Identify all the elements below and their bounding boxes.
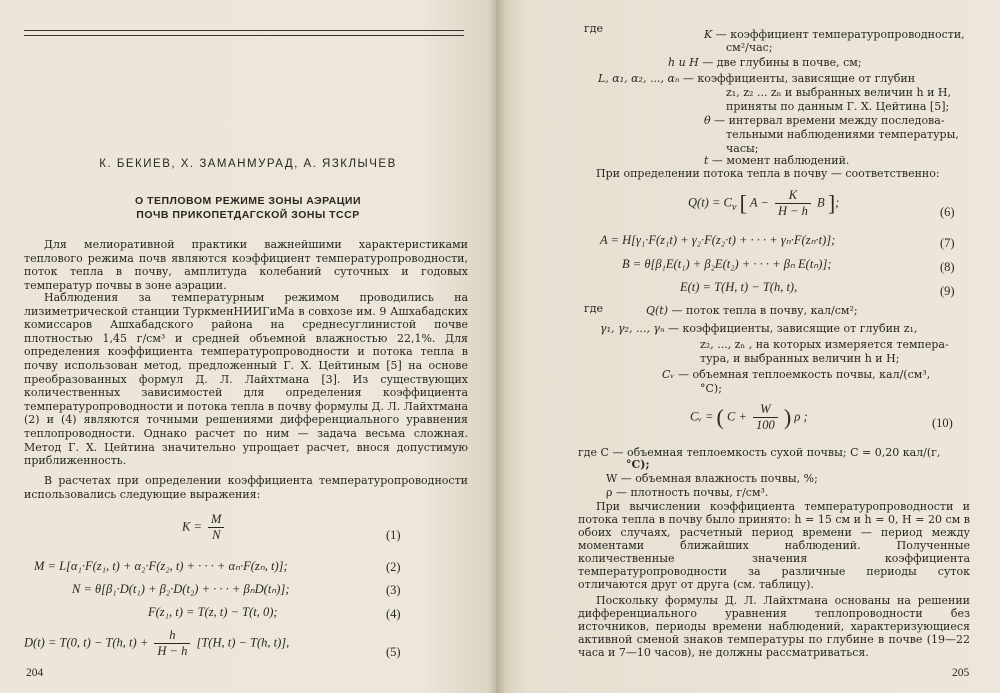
definition-hH-symbol: h и H xyxy=(668,56,699,69)
equation-6-number: (6) xyxy=(940,205,955,219)
definition-gamma xyxy=(600,322,917,335)
equation-5-denominator: H − h xyxy=(157,644,188,658)
definition-K xyxy=(704,28,965,41)
definition-theta-line3: часы; xyxy=(726,142,759,155)
equation-1-numerator: M xyxy=(208,512,224,528)
equation-6-bracket-close: ] xyxy=(827,190,836,216)
definition-Cv-symbol: Cᵥ xyxy=(662,368,675,381)
equation-6-fraction xyxy=(775,188,811,219)
equation-9-number: (9) xyxy=(940,284,955,298)
equation-6 xyxy=(688,188,839,219)
paragraph-parameters-text: При вычислении коэффициента температуропроводности и потока тепла в почву было принято: h = 15 см и h = 0, H = 20 см в обоих случаях, расчетный период времени — период между моментами ближайших наблюдений. Полученные количественные значения коэффициента температуропроводности за различные периоды суток отличаются друг от друга (см. таблицу). xyxy=(578,500,970,591)
equation-1-lhs: K = xyxy=(182,519,202,534)
definition-K-symbol: K xyxy=(704,28,713,41)
equation-10-numerator: W xyxy=(753,402,778,418)
equation-3: N = θ[β₁·D(t₁) + β₂·D(t₂) + · · · + βₙD(tₙ)]; xyxy=(72,582,290,596)
equation-2-number: (2) xyxy=(386,560,401,574)
page-number-right: 205 xyxy=(952,667,970,679)
paragraph-calculations xyxy=(24,474,468,501)
definition-K-unit: см²/час; xyxy=(726,41,773,54)
paragraph-intro xyxy=(24,238,468,292)
equation-1 xyxy=(182,512,227,543)
definition-theta-line2: тельными наблюдениями температуры, xyxy=(726,128,959,141)
equation-7: A = H[γ₁·F(z₁t) + γ₂·F(z₂·t) + · · · + γₙ·F(zₙ·t)]; xyxy=(600,233,836,247)
equation-1-number: (1) xyxy=(386,528,401,542)
equation-3-number: (3) xyxy=(386,583,401,597)
equation-6-tail: ; xyxy=(835,195,840,210)
definition-gamma-line3: тура, и выбранных величин h и H; xyxy=(700,352,900,365)
definition-Q-symbol: Q(t) xyxy=(646,304,669,317)
article-authors: К. БЕКИЕВ, Х. ЗАМАНМУРАД, А. ЯЗКЛЫЧЕВ xyxy=(99,158,397,170)
paragraph-observations-text: Наблюдения за температурным режимом проводились на лизиметрической станции ТуркменНИИГиМа в совхозе им. 9 Ашхабадских комиссаров Ашхабадского района на среднесуглинистой почве плотностью 1,45 г/см³ и средней объемной влажностью 22,1%. Для определения коэффициента температуропроводности и потока тепла в почву использован метод, предложенный Г. Х. Цейтиным [5] на основе преобразованных формул Д. Л. Лайхтмана [3]. Из существующих количественных зависимостей для определения коэффициента температуропроводности и потока тепла в почву формулы Д. Л. Лайхтмана (2) и (4) являются точными решениями дифференциального уравнения теплопроводности. Однако расчет по ним — задача весьма сложная. Метод Г. Х. Цейтина значительно упрощает расчет, внося допустимую приближенность. xyxy=(24,291,468,468)
paragraph-parameters xyxy=(578,500,970,591)
equation-7-number: (7) xyxy=(940,236,955,250)
equation-6-bracket-open: [ xyxy=(739,190,747,216)
equation-6-a: A − xyxy=(749,195,769,210)
equation-10-fraction xyxy=(753,402,778,433)
definition-rho: ρ — плотность почвы, г/см³. xyxy=(606,486,769,499)
definition-Q xyxy=(646,304,858,317)
definition-K-text: — коэффициент температуропроводности, xyxy=(715,28,965,41)
book-gutter xyxy=(488,0,506,693)
definition-C: где C — объемная теплоемкость сухой почвы; C = 0,20 кал/(г, xyxy=(578,446,941,459)
definition-theta xyxy=(704,114,945,127)
article-title-line2: ПОЧВ ПРИКОПЕТДАГСКОЙ ЗОНЫ ТССР xyxy=(136,209,360,221)
definition-L-symbol: L, α₁, α₂, ..., αₙ xyxy=(598,72,680,85)
equation-1-fraction xyxy=(208,512,224,543)
equation-5-rhs: [T(H, t) − T(h, t)], xyxy=(196,635,290,650)
top-rule-second xyxy=(24,35,464,36)
definition-Q-text: — поток тепла в почву, кал/см²; xyxy=(671,304,858,317)
page-number-left: 204 xyxy=(26,667,44,679)
paragraph-conclusion-text: Поскольку формулы Д. Л. Лайхтмана основаны на решении дифференциального уравнения теплопроводности без источников, периоды времени наблюдений, характеризующиеся активной сменой знаков температуры по глубине в почве (19—22 часа и 7—10 часов), не должны рассматриваться. xyxy=(578,594,970,659)
equation-10-paren-open: ( xyxy=(716,404,724,430)
definition-Cv-text: — объемная теплоемкость почвы, кал/(см³, xyxy=(678,368,931,381)
equation-9: E(t) = T(H, t) − T(h, t), xyxy=(680,280,798,294)
definition-W: W — объемная влажность почвы, %; xyxy=(606,472,818,485)
definition-hH xyxy=(668,56,862,69)
definition-C-unit: °С); xyxy=(626,458,650,471)
heat-flow-intro xyxy=(578,167,970,180)
equation-6-subscript: v xyxy=(731,201,737,213)
top-rule xyxy=(24,30,464,31)
paragraph-intro-text: Для мелиоративной практики важнейшими характеристиками теплового режима почв являются коэффициент температуропроводности, поток тепла в почву, амплитуда колебаний суточных и годовых температур почвы в зоне аэрации. xyxy=(24,238,468,292)
definition-L xyxy=(598,72,915,85)
definition-theta-symbol: θ xyxy=(704,114,711,127)
equation-4: F(z₁, t) = T(z, t) − T(t, 0); xyxy=(148,605,278,619)
equation-4-number: (4) xyxy=(386,607,401,621)
definition-gamma-line2: z₂, ..., zₙ , на которых измеряется темпера- xyxy=(700,338,949,351)
equation-6-numerator: K xyxy=(775,188,811,204)
equation-10-number: (10) xyxy=(932,416,953,430)
equation-1-denominator: N xyxy=(212,528,221,542)
paragraph-calculations-text: В расчетах при определении коэффициента температуропроводности использовались следующие выражения: xyxy=(24,474,468,501)
definition-L-line2: z₁, z₂ ... zₙ и выбранных величин h и H, xyxy=(726,86,952,99)
definition-L-text: — коэффициенты, зависящие от глубин xyxy=(682,72,916,85)
article-title-line1: О ТЕПЛОВОМ РЕЖИМЕ ЗОНЫ АЭРАЦИИ xyxy=(134,195,362,207)
definition-t xyxy=(704,154,849,167)
equation-6-b: B xyxy=(817,195,825,210)
equation-5-number: (5) xyxy=(386,645,401,659)
equation-10-denominator: 100 xyxy=(756,418,775,432)
definition-theta-text: — интервал времени между последова- xyxy=(714,114,945,127)
definition-hH-text: — две глубины в почве, см; xyxy=(702,56,862,69)
definition-t-text: — момент наблюдений. xyxy=(711,154,850,167)
where-label-2: где xyxy=(584,302,604,315)
definition-gamma-symbol: γ₁, γ₂, ..., γₙ xyxy=(600,322,665,335)
where-label-1: где xyxy=(584,22,604,35)
definition-Cv xyxy=(662,368,930,381)
equation-10-rho: ρ ; xyxy=(794,409,808,424)
equation-8: B = θ[β₁E(t₁) + β₂E(t₂) + · · · + βₙ E(tₙ)]; xyxy=(622,257,832,271)
equation-6-denominator: H − h xyxy=(777,204,808,218)
article-title xyxy=(0,194,496,222)
equation-8-number: (8) xyxy=(940,260,955,274)
equation-10-a: C + xyxy=(726,409,747,424)
equation-5 xyxy=(24,628,289,659)
equation-5-lhs: D(t) = T(0, t) − T(h, t) + xyxy=(24,635,149,650)
definition-Cv-unit: °С); xyxy=(700,382,722,395)
equation-5-fraction xyxy=(154,628,190,659)
definition-L-line3: приняты по данным Г. Х. Цейтина [5]; xyxy=(726,100,950,113)
heat-flow-intro-text: При определении потока тепла в почву — соответственно: xyxy=(596,167,940,180)
equation-2: M = L[α₁·F(z₁, t) + α₂·F(z₂, t) + · · · + αₙ·F(zₙ, t)]; xyxy=(34,559,288,573)
definition-t-symbol: t xyxy=(704,154,709,167)
equation-5-numerator: h xyxy=(154,628,190,644)
equation-10-lhs: Cᵥ = xyxy=(690,409,714,424)
equation-6-lhs: Q(t) = C xyxy=(688,195,732,210)
paragraph-observations xyxy=(24,291,468,468)
equation-10-paren-close: ) xyxy=(783,404,792,430)
definition-gamma-text: — коэффициенты, зависящие от глубин z₁, xyxy=(667,322,918,335)
equation-10 xyxy=(690,402,808,433)
paragraph-conclusion xyxy=(578,594,970,659)
